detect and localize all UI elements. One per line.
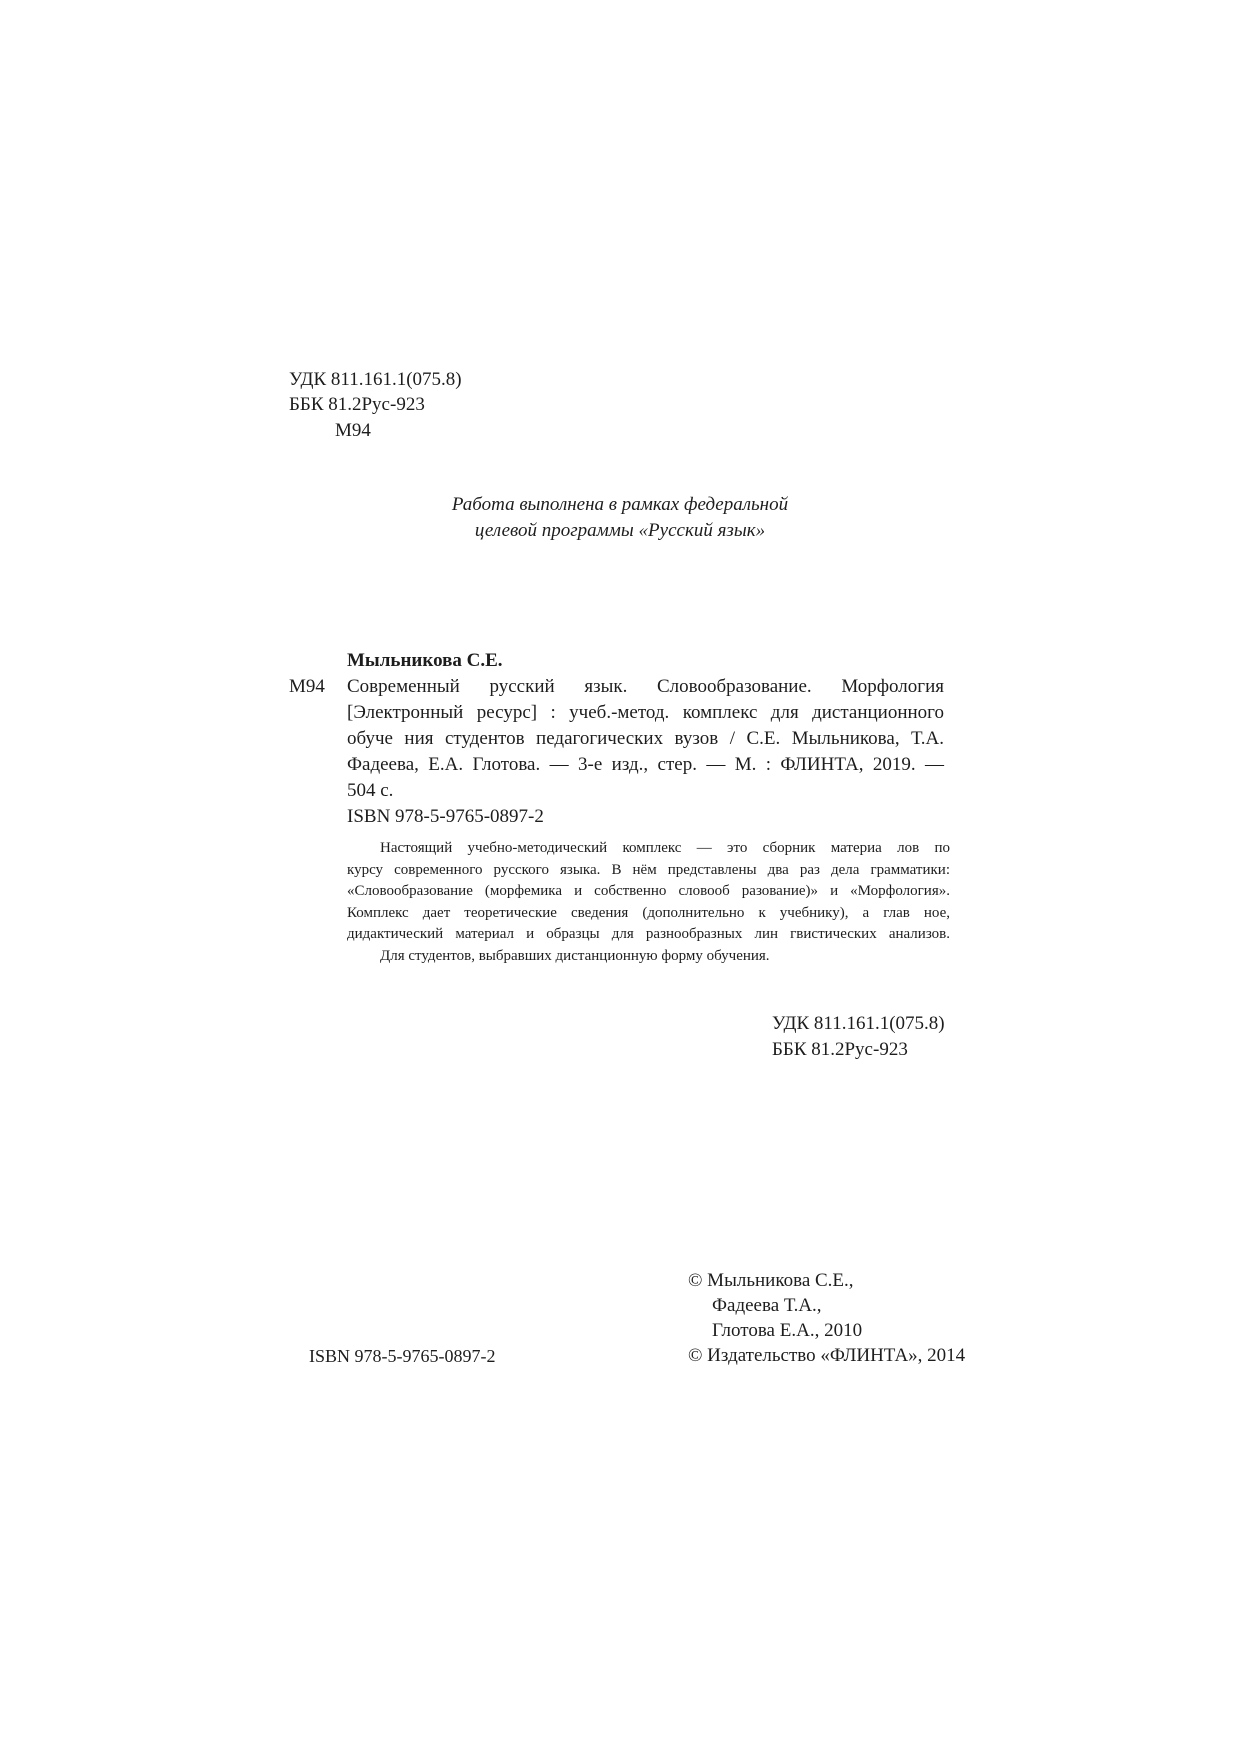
- program-note-line-2: целевой программы «Русский язык»: [474, 520, 766, 541]
- copyright-line-4: © Издательство «ФЛИНТА», 2014: [688, 1345, 966, 1366]
- bib-line-2: [Электронный ресурс] : учеб.-метод. комплекс для дистанционного: [347, 702, 944, 723]
- bib-line-1: Современный русский язык. Словообразование. Морфология: [347, 676, 944, 697]
- bbk-code-bottom: ББК 81.2Рус-923: [772, 1039, 908, 1060]
- annotation-line-4: Комплекс дает теоретические сведения (дополнительно к учебнику), а глав ное,: [347, 905, 950, 921]
- copyright-line-2: Фадеева Т.А.,: [712, 1295, 822, 1316]
- annotation-line-1: Настоящий учебно-методический комплекс — это сборник материа лов по: [380, 840, 950, 856]
- annotation-line-5: дидактический материал и образцы для разнообразных лин гвистических анализов.: [347, 926, 950, 942]
- bib-line-3: обуче ния студентов педагогических вузов / С.Е. Мыльникова, Т.А.: [347, 728, 944, 749]
- bib-isbn: ISBN 978-5-9765-0897-2: [347, 806, 544, 827]
- annotation-line-3: «Словообразование (морфемика и собственно словооб разование)» и «Морфология».: [347, 883, 950, 899]
- annotation-last-line: Для студентов, выбравших дистанционную форму обучения.: [380, 948, 770, 964]
- bib-author: Мыльникова С.Е.: [347, 650, 503, 671]
- isbn-footer: ISBN 978-5-9765-0897-2: [309, 1346, 496, 1366]
- copyright-line-1: © Мыльникова С.Е.,: [688, 1270, 854, 1291]
- author-mark-top: М94: [335, 420, 371, 441]
- bib-line-5: 504 с.: [347, 780, 394, 801]
- udk-code-top: УДК 811.161.1(075.8): [289, 369, 462, 390]
- bbk-code-top: ББК 81.2Рус-923: [289, 394, 425, 415]
- bib-mark: М94: [289, 676, 325, 697]
- udk-code-bottom: УДК 811.161.1(075.8): [772, 1013, 945, 1034]
- bib-line-4: Фадеева, Е.А. Глотова. — 3-е изд., стер. — М. : ФЛИНТА, 2019. —: [347, 754, 944, 775]
- copyright-line-3: Глотова Е.А., 2010: [712, 1320, 863, 1341]
- annotation-line-2: курсу современного русского языка. В нём представлены два раз дела грамматики:: [347, 862, 950, 878]
- program-note-line-1: Работа выполнена в рамках федеральной: [451, 494, 789, 515]
